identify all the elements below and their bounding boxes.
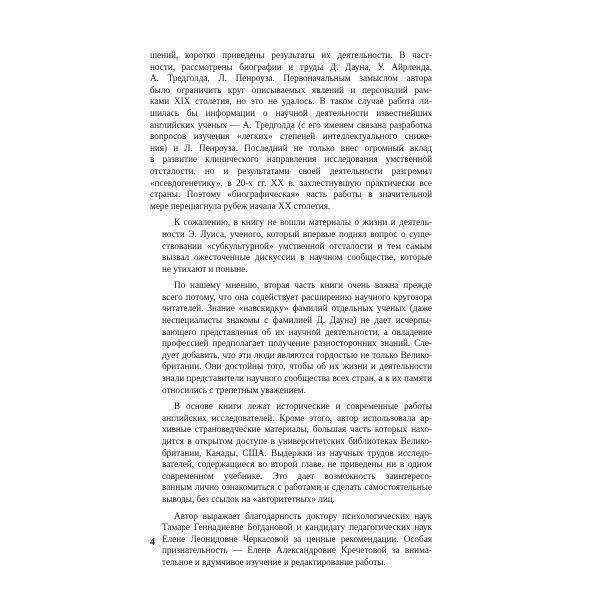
paragraph	[150, 401, 432, 505]
text-line: Тамаре Геннадиевне Богдановой и кандидату педагогических наук	[162, 522, 432, 533]
paragraph	[150, 280, 432, 396]
text-line: английских исследователей. Кроме этого, автор использовала ар-	[162, 412, 432, 423]
text-line: было ограничить круг описываемых явлений и персоналий рам-	[150, 84, 432, 95]
text-line: не утихают и поныне.	[162, 263, 248, 274]
text-line: ния) и Л. Пенроуза. Последний не только внес огромный вклад	[150, 142, 432, 153]
text-line: ствовании «субкультурной» умственной отсталости и тем самым	[162, 240, 432, 251]
text-line: тельное и вдумчивое изучение и редактирование работы.	[162, 556, 386, 567]
text-line: дится в открытом доступе в университетских библиотеках Велико-	[162, 436, 432, 446]
text-line: ванным лично ознакомиться с работами и сделать самостоятельные	[162, 482, 432, 493]
text-line: ками XIX столетия, но это не удалось. В таком случае работа ли-	[150, 96, 432, 107]
text-line: относились с трепетным уважением.	[162, 384, 306, 395]
text-line: А. Тредголда, Л. Пенроуза. Первоначальным замыслом автора	[150, 73, 432, 84]
text-line: «псевдогенетику», в 20-х гг. XX в. захлестнувшую практически все	[150, 177, 432, 188]
text-line: Елене Леонидовне Черкасовой за ценные рекомендации. Особая	[162, 533, 432, 544]
text-line: отсталости, но и результатами своей деятельности разгромил	[150, 165, 432, 176]
text-line: всего потому, что она содействует расширению научного кругозора	[162, 291, 432, 302]
text-line: шилась бы информации о научной деятельности известнейших	[150, 107, 432, 118]
text-line: вающего представления об их научной деятельности, а овладение	[162, 326, 432, 337]
text-line: мере перешагнула рубеж начала XX столетия.	[150, 200, 331, 211]
text-line: К сожалению, в книгу не вошли материалы о жизни и деятель-	[174, 217, 432, 228]
text-line: профессией предполагает получение разносторонних знаний. Сле-	[162, 338, 432, 349]
text-line: ности Э. Луиса, ученого, который впервые поднял вопрос о суще-	[162, 228, 432, 239]
text-line: британии. Они достойны того, чтобы об их жизни и деятельности	[162, 361, 432, 372]
text-line: неспециалисты знакомы с фамилией Д. Дауна) не дает исчерпы-	[162, 315, 432, 326]
text-line: Автор выражает благодарность доктору психологических наук	[174, 510, 432, 521]
text-line: дует добавить, что эти люди являются гордостью не только Велико-	[162, 349, 432, 360]
text-line: хивные страноведческие материалы, большая часть которых нахо-	[162, 424, 432, 435]
text-line: современном учебнике. Это дает возможность заинтересо-	[162, 470, 432, 481]
text-line: вопросов изучения «легких» степеней интеллектуального сниже-	[150, 131, 432, 142]
paragraph	[150, 511, 432, 569]
paragraph	[150, 217, 432, 275]
text-line: По нашему мнению, вторая часть книги очень важна прежде	[174, 280, 432, 291]
page-number: 4	[150, 537, 155, 548]
text-line: выводы, без ссылок на «авторитетных» лиц.	[162, 493, 335, 504]
text-line: признательность — Елене Александровне Кречетовой за внима-	[162, 545, 432, 556]
text-line: ности, рассмотрены биографии и труды Д. Дауна, У. Айрленда,	[150, 61, 432, 72]
paragraph	[150, 50, 432, 212]
body-text	[150, 50, 432, 574]
text-line: вателей, содержащиеся во второй главе, не приведены ни в одном	[162, 459, 432, 470]
text-line: британии, Канады, США. Выдержки из научных трудов исследо-	[162, 447, 432, 458]
text-line: вызвал ожесточенные дискуссии в научном сообществе, которые	[162, 252, 432, 263]
text-line: страны. Поэтому «биографическая» часть работы в значительной	[150, 189, 432, 200]
text-line: В основе книги лежат исторические и современные работы	[174, 401, 432, 412]
text-line: шений, коротко приведены результаты их деятельности. В част-	[150, 50, 432, 60]
text-line: читателей. Знание «навскидку» фамилий отдельных ученых (даже	[162, 303, 432, 314]
text-line: английских ученых — А. Тредголда (с его именем связана разработка	[150, 119, 432, 130]
text-line: знали представители научного сообщества всех стран, а к их памяти	[162, 373, 432, 384]
text-line: в развитие клинического направления исследования умственной	[150, 154, 432, 165]
